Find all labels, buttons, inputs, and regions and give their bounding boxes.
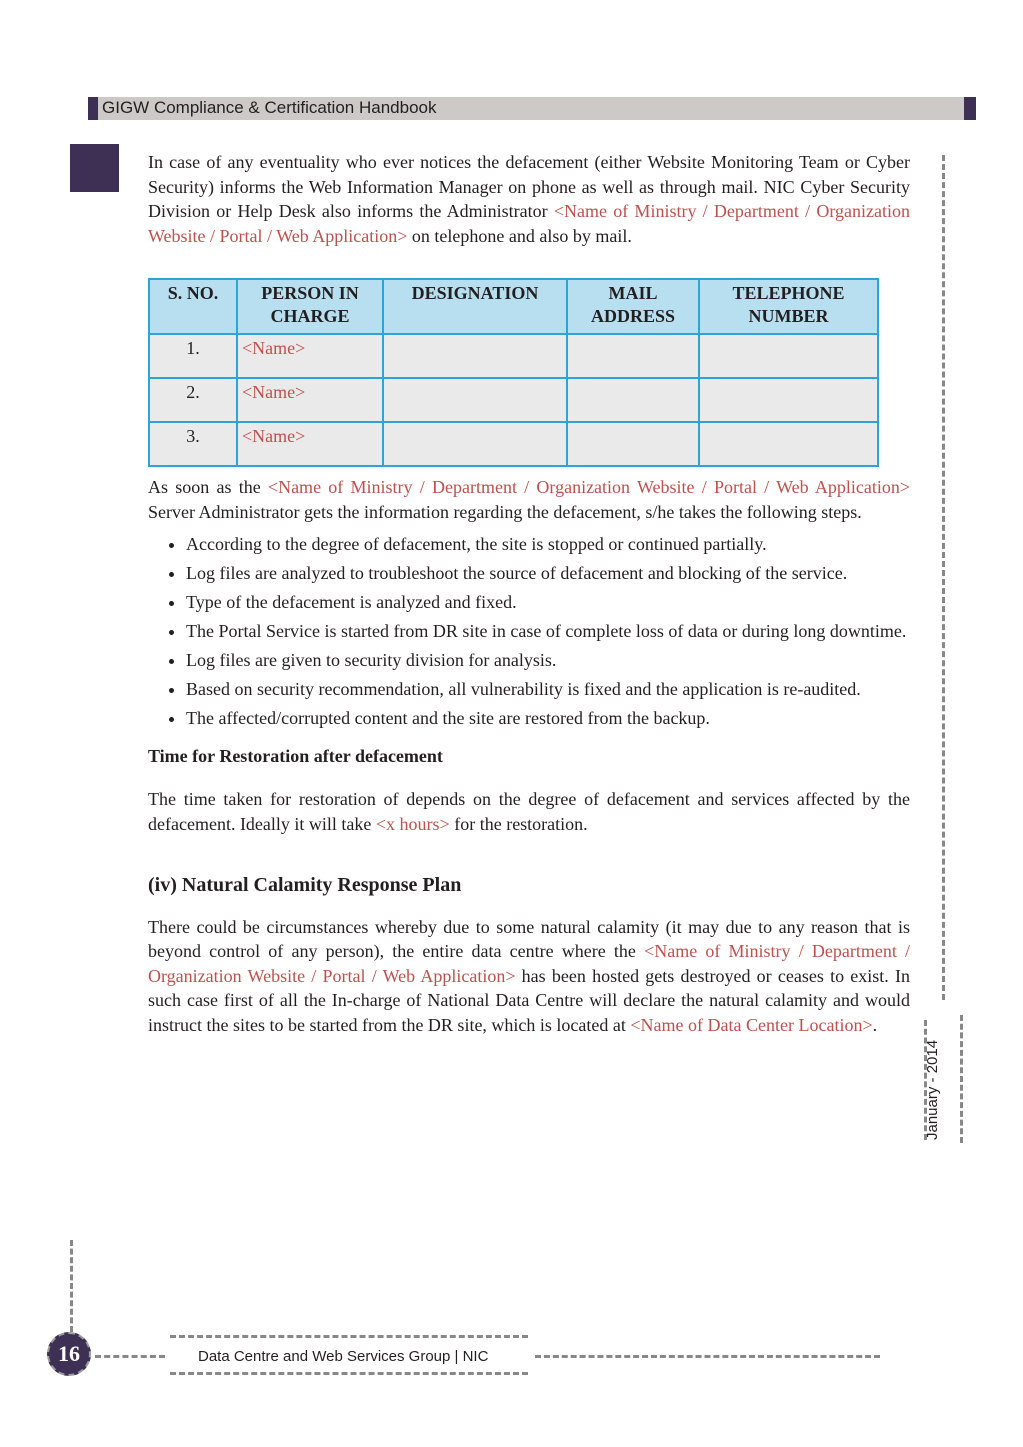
placeholder-text: <x hours> — [375, 813, 450, 834]
designation-cell — [383, 422, 567, 466]
list-item: • Type of the defacement is analyzed and fixed. — [186, 590, 910, 615]
column-header: PERSON IN CHARGE — [237, 279, 383, 334]
section-heading: (iv) Natural Calamity Response Plan — [148, 874, 462, 896]
footer-box — [170, 1335, 528, 1375]
table-row — [149, 334, 878, 378]
footer-dashed-line-left — [95, 1355, 165, 1358]
column-header: MAIL ADDRESS — [567, 279, 699, 334]
column-header: TELEPHONE NUMBER — [699, 279, 878, 334]
footer-dashed-line-right — [535, 1355, 880, 1358]
table-row — [149, 422, 878, 466]
person-cell: <Name> — [237, 378, 383, 422]
placeholder-text: <Name of Ministry / Department / Organization Website / Portal / Web Application> — [148, 941, 910, 986]
placeholder-text: <Name of Ministry / Department / Organization Website / Portal / Web Application> — [148, 201, 910, 246]
telephone-cell — [699, 422, 878, 466]
serial-number-cell: 1. — [149, 334, 237, 378]
serial-number-cell: 2. — [149, 378, 237, 422]
mail-cell — [567, 334, 699, 378]
page-number: 16 — [47, 1332, 91, 1376]
mail-cell — [567, 378, 699, 422]
after-table-paragraph: As soon as the <Name of Ministry / Department / Organization Website / Portal / Web Application> Server Administrator gets the information regarding the defacement, s/he takes the following steps. — [148, 477, 910, 522]
telephone-cell — [699, 334, 878, 378]
designation-cell — [383, 378, 567, 422]
footer-text: Data Centre and Web Services Group | NIC — [198, 1348, 489, 1365]
column-header: DESIGNATION — [383, 279, 567, 334]
telephone-cell — [699, 378, 878, 422]
intro-paragraph: In case of any eventuality who ever notices the defacement (either Website Monitoring Team or Cyber Security) informs the Web Information Manager on phone as well as through mail. NIC Cyber Security Division or Help Desk also informs the Administrator <Name of Ministry / Department / Organization Website / Portal / Web Application> on telephone and also by mail. — [148, 152, 910, 246]
list-item: • According to the degree of defacement, the site is stopped or continued partially. — [186, 532, 910, 557]
serial-number-cell: 3. — [149, 422, 237, 466]
designation-cell — [383, 334, 567, 378]
table-header-row — [149, 279, 878, 334]
restoration-paragraph: The time taken for restoration of depends on the degree of defacement and services affected by the defacement. Ideally it will take <x hours> for the restoration. — [148, 789, 910, 834]
running-header — [88, 97, 976, 120]
right-dashed-line — [942, 155, 945, 1000]
side-accent-block — [70, 144, 119, 192]
contacts-table — [148, 278, 879, 467]
calamity-paragraph: There could be circumstances whereby due to some natural calamity (it may due to any reason that is beyond control of any person), the entire data centre where the <Name of Ministry / Department / Organization Website / Portal / Web Application> has been hosted gets destroyed or ceases to exist. In such case first of all the In-charge of National Data Centre will declare the natural calamity and would instruct the sites to be started from the DR site, which is located at <Name of Data Center Location>. — [148, 916, 910, 1035]
list-item: • The affected/corrupted content and the site are restored from the backup. — [186, 706, 910, 731]
person-cell: <Name> — [237, 334, 383, 378]
table-row — [149, 378, 878, 422]
mail-cell — [567, 422, 699, 466]
list-item: • Based on security recommendation, all vulnerability is fixed and the application is re-audited. — [186, 677, 910, 702]
placeholder-text: <Name of Ministry / Department / Organization Website / Portal / Web Application> — [267, 477, 910, 497]
list-item: • The Portal Service is started from DR site in case of complete loss of data or during long downtime. — [186, 619, 910, 644]
column-header: S. NO. — [149, 279, 237, 334]
restoration-heading: Time for Restoration after defacement — [148, 745, 443, 766]
header-title: GIGW Compliance & Certification Handbook — [102, 98, 437, 117]
page-content — [148, 150, 910, 1037]
header-left-marker — [88, 97, 98, 120]
side-date: January - 2014 — [924, 1039, 941, 1140]
list-item: • Log files are given to security division for analysis. — [186, 648, 910, 673]
person-cell: <Name> — [237, 422, 383, 466]
placeholder-text: <Name of Data Center Location> — [630, 1014, 873, 1035]
date-dashed-line-right — [960, 1015, 963, 1143]
header-right-marker — [964, 97, 976, 120]
left-dashed-line — [70, 1240, 73, 1332]
steps-list — [148, 532, 910, 731]
list-item: • Log files are analyzed to troubleshoot the source of defacement and blocking of the service. — [186, 561, 910, 586]
